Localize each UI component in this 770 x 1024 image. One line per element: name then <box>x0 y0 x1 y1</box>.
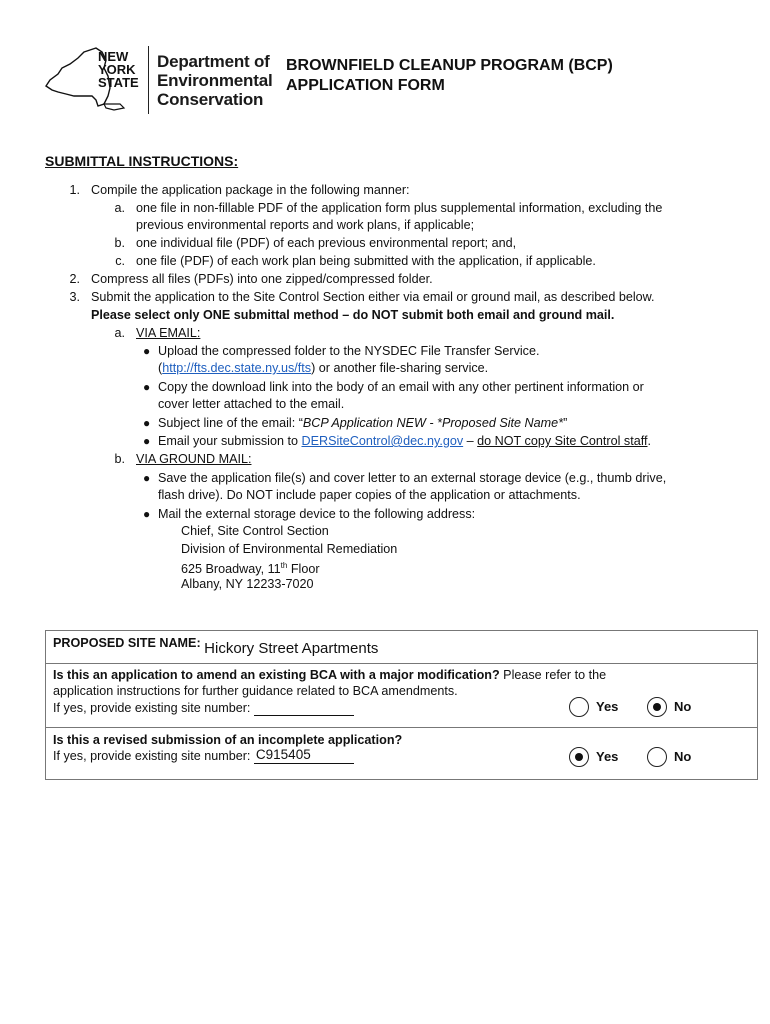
email-period: . <box>647 434 651 448</box>
site-name-label: PROPOSED SITE NAME: <box>53 636 201 650</box>
bullet-icon: ● <box>143 344 151 358</box>
q1-line-2: application instructions for further guidance related to BCA amendments. <box>53 684 458 698</box>
item-2-text: Compress all files (PDFs) into one zipped/compressed folder. <box>91 272 433 286</box>
agency-line-3: Conservation <box>157 90 264 109</box>
q1-site-number-field[interactable] <box>254 701 354 716</box>
logo-word-state: STATE <box>98 75 139 90</box>
agency-line-2: Environmental <box>157 71 273 90</box>
q2-no-label: No <box>674 749 692 764</box>
mail-step-2: Mail the external storage device to the following address: <box>158 507 476 521</box>
email-step-1-line-1: Upload the compressed folder to the NYSDEC File Transfer Service. <box>158 344 540 358</box>
logo-word-new: NEW <box>98 49 129 64</box>
address-street: 625 Broadway, 11 <box>181 562 281 577</box>
q1-site-number-label: If yes, provide existing site number: <box>53 701 251 715</box>
q2-no-radio[interactable] <box>647 747 667 767</box>
bullet-icon: ● <box>143 416 151 430</box>
q2-line-1 <box>53 732 402 748</box>
email-step-2-line-2: cover letter attached to the email. <box>158 397 345 411</box>
form-title-line-2: APPLICATION FORM <box>286 77 445 94</box>
site-name-row <box>53 635 379 657</box>
email-step-1-line-2 <box>158 360 488 376</box>
item-1b-text: one individual file (PDF) of each previous environmental report; and, <box>136 236 517 250</box>
q2-yes-radio[interactable] <box>569 747 589 767</box>
q2-line-2 <box>53 748 354 764</box>
bullet-icon: ● <box>143 507 151 521</box>
email-step-3 <box>158 415 567 431</box>
item-number: 3. <box>69 290 80 304</box>
application-form-box <box>45 630 758 780</box>
item-1a-line-2: previous environmental reports and work plans, if applicable; <box>136 218 475 232</box>
via-email-label: VIA EMAIL: <box>136 326 201 340</box>
subitem-letter: b. <box>114 452 125 466</box>
bullet-icon: ● <box>143 434 151 448</box>
ordinal-suffix: th <box>280 561 288 570</box>
subitem-letter: c. <box>115 254 125 268</box>
email-step-2-line-1: Copy the download link into the body of an email with any other pertinent information or <box>158 380 644 394</box>
form-title <box>286 56 613 96</box>
q1-line-1 <box>53 667 606 683</box>
bullet-icon: ● <box>143 471 151 485</box>
subject-line-example: BCP Application NEW - *Proposed Site Name* <box>302 416 564 430</box>
form-title-line-1: BROWNFIELD CLEANUP PROGRAM (BCP) <box>286 57 613 74</box>
q2-yes-label: Yes <box>596 749 619 764</box>
email-prefix: Email your submission to <box>158 434 302 448</box>
email-dash: – <box>463 434 478 448</box>
mail-step-1-line-2: flash drive). Do NOT include paper copies of the application or attachments. <box>158 488 581 502</box>
site-control-email-link[interactable]: DERSiteControl@dec.ny.gov <box>301 434 464 448</box>
item-1c-text: one file (PDF) of each work plan being submitted with the application, if applicable. <box>136 254 596 268</box>
q2-question: Is this a revised submission of an incomplete application? <box>53 733 403 747</box>
q1-question-rest: Please refer to the <box>499 668 607 682</box>
subitem-letter: b. <box>114 236 125 250</box>
subitem-letter: a. <box>114 326 125 340</box>
site-name-input[interactable]: Hickory Street Apartments <box>204 640 379 657</box>
item-number: 2. <box>69 272 80 286</box>
row-divider <box>46 727 757 728</box>
item-3-text: Submit the application to the Site Control Section either via email or ground mail, as described below. <box>91 290 655 304</box>
via-ground-mail-label: VIA GROUND MAIL: <box>136 452 252 466</box>
subject-prefix: Subject line of the email: “ <box>158 416 303 430</box>
q2-site-number-value: C915405 <box>255 747 311 762</box>
address-line-4: Albany, NY 12233-7020 <box>181 577 314 591</box>
section-heading: SUBMITTAL INSTRUCTIONS: <box>45 153 239 169</box>
logo-divider <box>148 46 149 114</box>
subitem-letter: a. <box>114 201 125 215</box>
do-not-copy-note: do NOT copy Site Control staff <box>477 434 648 448</box>
mail-step-1-line-1: Save the application file(s) and cover letter to an external storage device (e.g., thumb drive, <box>158 471 667 485</box>
q1-no-label: No <box>674 699 692 714</box>
q1-yes-radio[interactable] <box>569 697 589 717</box>
address-line-3 <box>181 558 320 577</box>
address-line-2: Division of Environmental Remediation <box>181 542 398 556</box>
subject-suffix: ” <box>563 416 568 430</box>
row-divider <box>46 663 757 664</box>
q2-site-number-field[interactable] <box>254 749 354 764</box>
q2-site-number-label: If yes, provide existing site number: <box>53 749 251 763</box>
agency-line-1: Department of <box>157 52 270 71</box>
fts-link[interactable]: http://fts.dec.state.ny.us/fts <box>162 361 312 375</box>
email-step-4 <box>158 433 651 449</box>
item-number: 1. <box>69 183 80 197</box>
q1-question: Is this an application to amend an existing BCA with a major modification? <box>53 668 500 682</box>
q1-no-radio[interactable] <box>647 697 667 717</box>
q1-yes-label: Yes <box>596 699 619 714</box>
agency-name <box>157 52 272 109</box>
address-line-1: Chief, Site Control Section <box>181 524 329 538</box>
email-step-1-rest: ) or another file-sharing service. <box>311 361 489 375</box>
item-3-bold-note: Please select only ONE submittal method – do NOT submit both email and ground mail. <box>91 308 615 322</box>
item-1-text: Compile the application package in the following manner: <box>91 183 410 197</box>
bullet-icon: ● <box>143 380 151 394</box>
q1-line-3 <box>53 700 354 716</box>
logo-wordmark <box>98 50 139 89</box>
logo-word-york: YORK <box>98 62 136 77</box>
address-floor: Floor <box>287 562 320 577</box>
paren-open: ( <box>158 361 163 375</box>
item-1a-line-1: one file in non-fillable PDF of the application form plus supplemental information, excluding the <box>136 201 663 215</box>
